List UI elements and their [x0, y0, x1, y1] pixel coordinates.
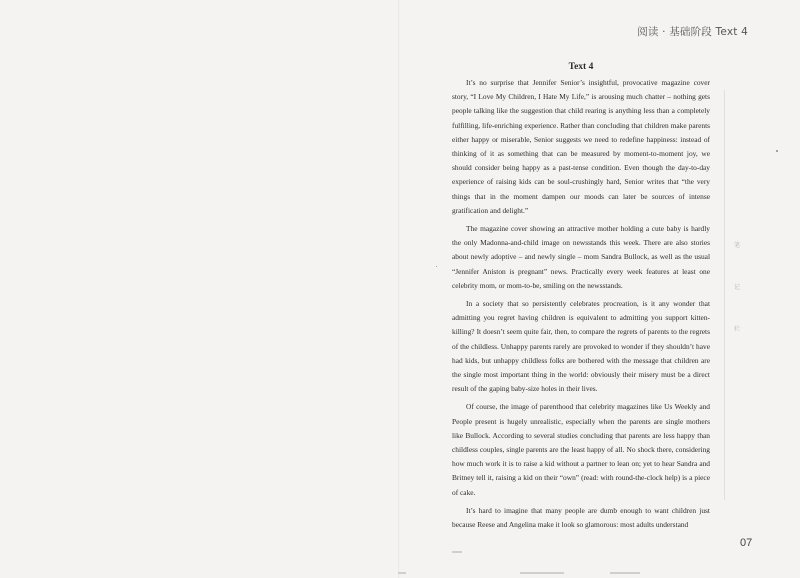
margin-note-2: 记 [734, 284, 741, 291]
scan-speck [776, 150, 778, 152]
page-number: 07 [740, 537, 753, 549]
paragraph-5: It’s hard to imagine that many people are dumb enough to want children just because Reese and Angelina make it look so glamorous: most adults understand [452, 505, 710, 530]
scan-smudge [610, 572, 640, 574]
scan-smudge [452, 551, 462, 553]
scan-smudge [398, 572, 406, 574]
scan-speck [436, 266, 437, 267]
scan-smudge [520, 572, 564, 574]
margin-note-1: 笔 [734, 242, 741, 249]
paragraph-2: The magazine cover showing an attractive mother holding a cute baby is hardly the only Madonna-and-child image on newsstands this week. There are also stories about newly adoptive – and newly single – mom Sandra Bullock, as well as the usual “Jennifer Aniston is pregnant” news. Practically every week features at least one celebrity mom, or mom-to-be, smiling on the newsstands. [452, 224, 710, 290]
margin-note-3: 栏 [734, 326, 741, 333]
book-gutter [398, 0, 400, 578]
section-header: 阅读 · 基础阶段 Text 4 [637, 26, 748, 38]
notes-column-line [724, 90, 725, 500]
paragraph-1: It’s no surprise that Jennifer Senior’s insightful, provocative magazine cover story, “I Love My Children, I Hate My Life,” is arousing much chatter – nothing gets people talking like the suggestion that child rearing is anything less than a completely fulfilling, life-enriching experience. Rather than concluding that children make parents either happy or miserable, Senior suggests we need to redefine happiness: instead of thinking of it as something that can be measured by moment-to-moment joy, we should consider being happy as a past-tense condition. Even though the day-to-day experience of raising kids can be soul-crushingly hard, Senior writes that “the very things that in the moment dampen our moods can later be sources of intense gratification and delight.” [452, 78, 710, 215]
paragraph-3: In a society that so persistently celebrates procreation, is it any wonder that admitting you regret having children is equivalent to admitting you support kitten-killing? It doesn’t seem quite fair, then, to compare the regrets of parents to the regrets of the childless. Unhappy parents rarely are provoked to wonder if they shouldn’t have had kids, but unhappy childless folks are bothered with the message that children are the single most important thing in the world: obviously their misery must be a direct result of the gaping baby-size holes in their lives. [452, 299, 710, 394]
article-title: Text 4 [568, 62, 594, 72]
article-body [452, 76, 710, 532]
paragraph-4: Of course, the image of parenthood that celebrity magazines like Us Weekly and People present is hugely unrealistic, especially when the parents are single mothers like Bullock. According to several studies concluding that parents are less happy than childless couples, single parents are the least happy of all. No shock there, considering how much work it is to raise a kid without a partner to lean on; yet to hear Sandra and Britney tell it, raising a kid on their “own” (read: with round-the-clock help) is a piece of cake. [452, 402, 710, 497]
